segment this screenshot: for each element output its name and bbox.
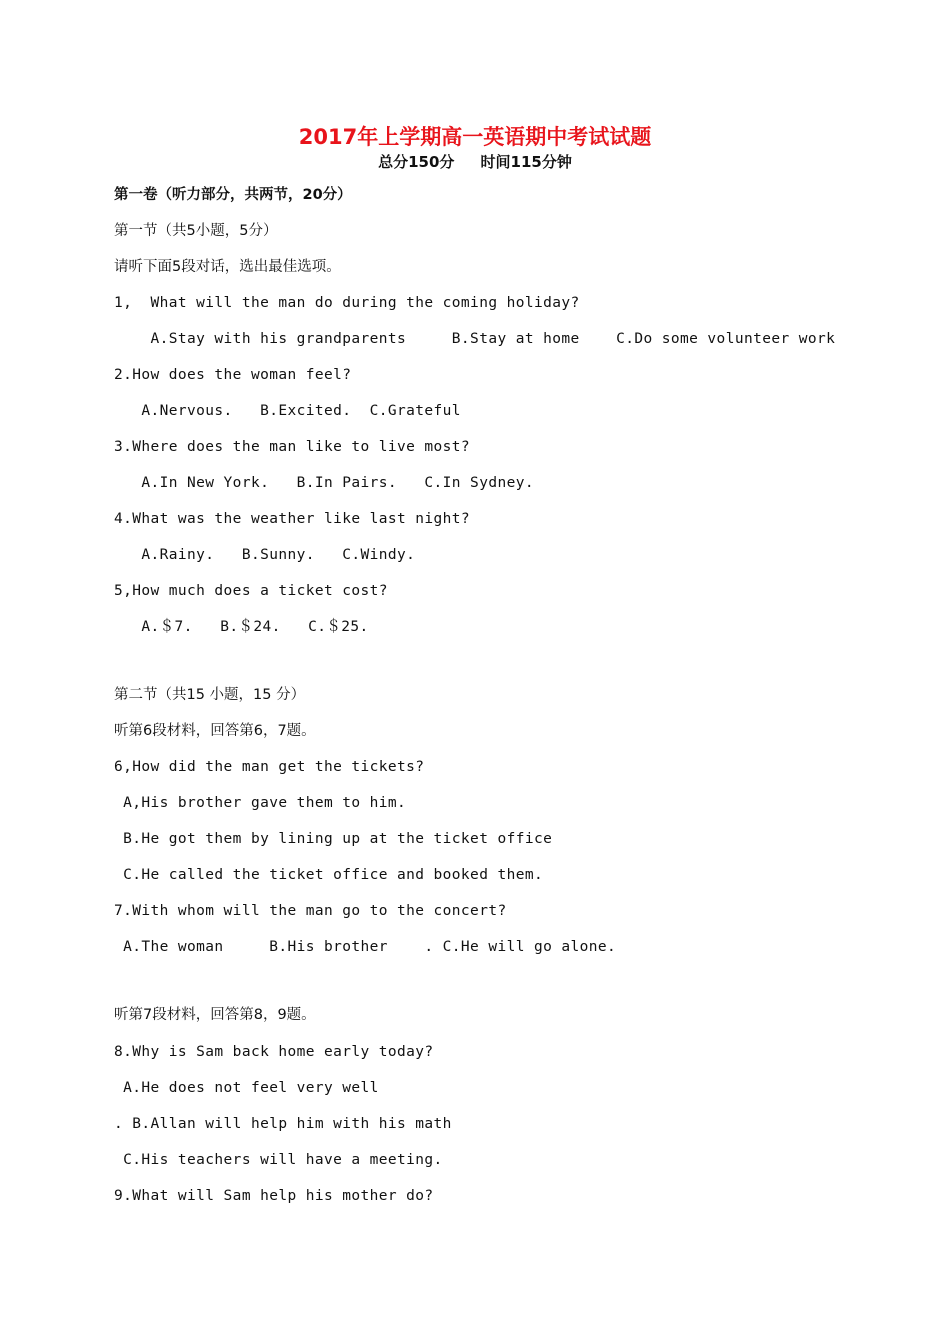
question-1-options: A.Stay with his grandparents B.Stay at home C.Do some volunteer work — [114, 331, 836, 347]
question-8-option-a: A.He does not feel very well — [114, 1080, 379, 1096]
exam-title: 2017年上学期高一英语期中考试试题 — [298, 125, 652, 149]
question-3-options: A.In New York. B.In Pairs. C.In Sydney. — [114, 475, 534, 491]
section2-instruction-8-9: 听第7段材料，回答第8，9题。 — [114, 1007, 316, 1023]
question-1: 1, What will the man do during the coming holiday? — [114, 295, 580, 311]
question-2: 2.How does the woman feel? — [114, 367, 352, 383]
question-9: 9.What will Sam help his mother do? — [114, 1188, 434, 1204]
question-5-options: A.＄7. B.＄24. C.＄25. — [114, 619, 369, 635]
question-8-option-c: C.His teachers will have a meeting. — [114, 1152, 443, 1168]
section1-heading: 第一节（共5小题，5分） — [114, 223, 278, 239]
question-4-options: A.Rainy. B.Sunny. C.Windy. — [114, 547, 416, 563]
question-3: 3.Where does the man like to live most? — [114, 439, 471, 455]
question-8-option-b: . B.Allan will help him with his math — [114, 1116, 452, 1132]
exam-subtitle: 总分150分 时间115分钟 — [378, 153, 572, 171]
question-6-option-b: B.He got them by lining up at the ticket office — [114, 831, 553, 847]
part1-heading: 第一卷（听力部分，共两节，20分） — [114, 187, 352, 203]
question-8: 8.Why is Sam back home early today? — [114, 1044, 434, 1060]
section2-heading: 第二节（共15 小题，15 分） — [114, 687, 306, 703]
question-2-options: A.Nervous. B.Excited. C.Grateful — [114, 403, 461, 419]
question-6: 6,How did the man get the tickets? — [114, 759, 425, 775]
question-7-options: A.The woman B.His brother . C.He will go alone. — [114, 939, 617, 955]
section2-instruction-6-7: 听第6段材料，回答第6，7题。 — [114, 723, 316, 739]
question-7: 7.With whom will the man go to the concert? — [114, 903, 507, 919]
question-6-option-a: A,His brother gave them to him. — [114, 795, 407, 811]
question-5: 5,How much does a ticket cost? — [114, 583, 388, 599]
section1-instruction: 请听下面5段对话，选出最佳选项。 — [114, 259, 341, 275]
question-4: 4.What was the weather like last night? — [114, 511, 471, 527]
question-6-option-c: C.He called the ticket office and booked them. — [114, 867, 544, 883]
